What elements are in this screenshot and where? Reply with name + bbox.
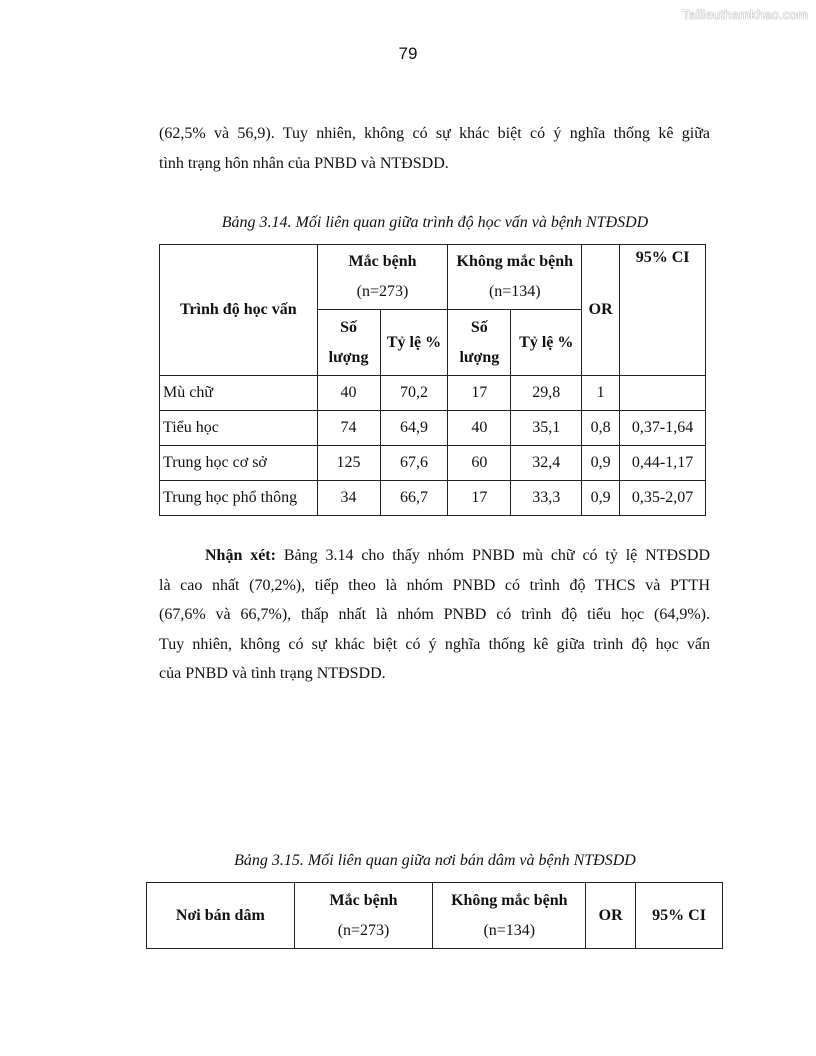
header-not-sick-n: (n=134): [483, 921, 536, 939]
paragraph-line: của PNBD và tình trạng NTĐSDD.: [159, 665, 386, 682]
header-sick-label: Mắc bệnh: [348, 253, 417, 270]
cell-sick-rate: 64,9: [380, 411, 448, 446]
header-sick-label: Mắc bệnh: [329, 891, 398, 909]
table-3-15: [146, 882, 723, 949]
row-label: Tiểu học: [160, 411, 318, 446]
header-or: OR: [582, 245, 620, 376]
cell-not-rate: 35,1: [511, 411, 582, 446]
cell-sick-count: 125: [317, 446, 380, 481]
table-3-14: [159, 244, 706, 516]
paragraph-line: (62,5% và 56,9). Tuy nhiên, không có sự khác biệt có ý nghĩa thống kê giữa: [159, 125, 710, 142]
header-place: Nơi bán dâm: [147, 883, 295, 949]
paragraph-line: là cao nhất (70,2%), tiếp theo là nhóm PNBD có trình độ THCS và PTTH: [159, 576, 710, 594]
header-not-sick-n: (n=134): [488, 283, 541, 300]
page-number: 79: [398, 44, 418, 63]
cell-sick-count: 34: [317, 481, 380, 516]
header-not-sick-label: Không mắc bệnh: [456, 253, 574, 270]
header-education: Trình độ học vấn: [160, 245, 318, 376]
remark-label: Nhận xét:: [205, 547, 276, 564]
header-sick-rate: Tỷ lệ %: [380, 310, 448, 376]
header-sick: [317, 245, 448, 310]
header-count-top: Số: [470, 318, 488, 336]
paragraph-line: [159, 541, 710, 571]
cell-not-rate: 32,4: [511, 446, 582, 481]
row-label: Trung học phổ thông: [160, 481, 318, 516]
header-not-sick: [448, 245, 582, 310]
paragraph-line: tình trạng hôn nhân của PNBD và NTĐSDD.: [159, 154, 449, 172]
header-ci: 95% CI: [620, 245, 706, 376]
row-label: Trung học cơ sở: [160, 446, 318, 481]
cell-not-count: 60: [448, 446, 511, 481]
header-sick-n: (n=273): [337, 921, 390, 939]
header-count-bottom: lượng: [459, 348, 500, 366]
header-not-sick: [433, 883, 586, 949]
cell-not-count: 17: [448, 376, 511, 411]
header-count-top: Số: [340, 318, 357, 336]
header-ci: 95% CI: [636, 883, 723, 949]
intro-paragraph: [159, 119, 710, 178]
table-row: [160, 411, 706, 446]
paragraph-line: (67,6% và 66,7%), thấp nhất là nhóm PNBD có trình độ tiểu học (64,9%).: [159, 606, 710, 623]
cell-or: 0,9: [582, 446, 620, 481]
cell-sick-rate: 67,6: [380, 446, 448, 481]
header-not-rate: Tỷ lệ %: [511, 310, 582, 376]
watermark: Tailieuthamkhao.com: [682, 7, 808, 22]
cell-not-count: 40: [448, 411, 511, 446]
cell-sick-count: 74: [317, 411, 380, 446]
row-label: Mù chữ: [160, 376, 318, 411]
table-row: [160, 376, 706, 411]
table-row: [160, 446, 706, 481]
cell-not-rate: 29,8: [511, 376, 582, 411]
cell-or: 1: [582, 376, 620, 411]
cell-sick-count: 40: [317, 376, 380, 411]
header-sick: [294, 883, 433, 949]
table-row: [160, 481, 706, 516]
cell-ci: [620, 376, 706, 411]
header-sick-count: [317, 310, 380, 376]
cell-not-count: 17: [448, 481, 511, 516]
cell-sick-rate: 70,2: [380, 376, 448, 411]
table-3-14-caption: Bảng 3.14. Mối liên quan giữa trình độ học vấn và bệnh NTĐSDD: [221, 214, 649, 231]
paragraph-line: Tuy nhiên, không có sự khác biệt có ý nghĩa thống kê giữa trình độ học vấn: [159, 635, 710, 653]
remark-text: Bảng 3.14 cho thấy nhóm PNBD mù chữ có tỷ lệ NTĐSDD: [275, 547, 711, 564]
table-3-15-caption: Bảng 3.15. Mối liên quan giữa nơi bán dâm và bệnh NTĐSDD: [234, 852, 636, 869]
header-or: OR: [586, 883, 636, 949]
cell-sick-rate: 66,7: [380, 481, 448, 516]
header-count-bottom: lượng: [328, 348, 369, 366]
cell-ci: 0,37-1,64: [620, 411, 706, 446]
cell-or: 0,8: [582, 411, 620, 446]
header-not-sick-label: Không mắc bệnh: [451, 891, 568, 909]
header-sick-n: (n=273): [356, 283, 409, 300]
cell-not-rate: 33,3: [511, 481, 582, 516]
cell-ci: 0,35-2,07: [620, 481, 706, 516]
header-not-count: [448, 310, 511, 376]
cell-or: 0,9: [582, 481, 620, 516]
cell-ci: 0,44-1,17: [620, 446, 706, 481]
remark-paragraph: [159, 541, 710, 689]
